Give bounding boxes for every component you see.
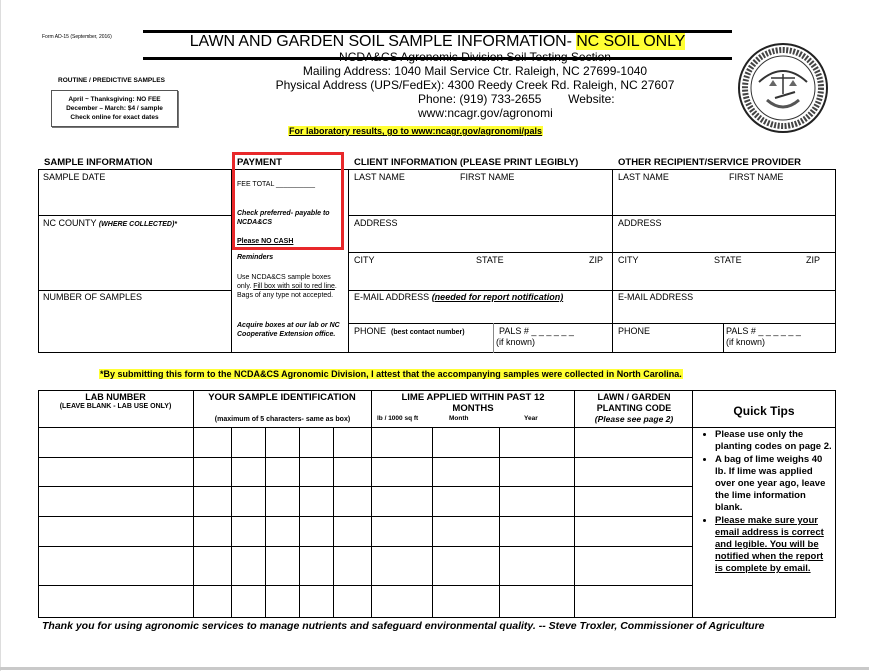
physical-address: Physical Address (UPS/FedEx): 4300 Reedy Creek Rd. Raleigh, NC 27607: [275, 78, 675, 92]
client-city-field[interactable]: CITY: [354, 255, 375, 265]
grid-line: [38, 546, 693, 547]
client-phone-field[interactable]: [354, 326, 465, 336]
boxes-note: [237, 273, 345, 300]
sample-id-note: (maximum of 5 characters- same as box): [214, 416, 351, 423]
other-pals-field[interactable]: PALS # _ _ _ _ _ _: [726, 326, 801, 336]
grid-line: [835, 390, 836, 618]
lab-number-note: (LEAVE BLANK - LAB USE ONLY): [59, 403, 172, 410]
website: Website: www:ncagr.gov/agronomi: [418, 92, 615, 120]
header-info: [230, 50, 720, 120]
grid-line: [38, 427, 693, 428]
client-address-field[interactable]: ADDRESS: [354, 218, 398, 228]
grid-line: [231, 427, 232, 618]
other-state-field[interactable]: STATE: [714, 255, 742, 265]
title-highlight: NC SOIL ONLY: [576, 33, 686, 50]
lab-number-header: [38, 392, 193, 412]
grid-line: [432, 427, 433, 618]
reminders-heading: Reminders: [237, 254, 274, 261]
grid-line: [348, 323, 836, 324]
other-first-name-field[interactable]: FIRST NAME: [729, 172, 784, 182]
routine-line: December – March: $4 / sample: [66, 105, 163, 112]
grid-line: [493, 323, 494, 353]
page-edge: [0, 0, 1, 671]
mailing-address: Mailing Address: 1040 Mail Service Ctr. Raleigh, NC 27699-1040: [302, 64, 648, 78]
lime-header: LIME APPLIED WITHIN PAST 12 MONTHS: [401, 392, 545, 414]
client-heading: CLIENT INFORMATION (PLEASE PRINT LEGIBLY): [354, 157, 579, 168]
grid-line: [333, 427, 334, 618]
horizontal-scrollbar[interactable]: [0, 667, 869, 670]
grid-line: [38, 516, 693, 517]
client-email-field[interactable]: [354, 292, 563, 302]
grid-line: [371, 390, 372, 618]
no-cash-note: Please NO CASH: [237, 238, 294, 245]
number-of-samples-field[interactable]: NUMBER OF SAMPLES: [43, 292, 143, 302]
tip-item: • Please make sure your email address is correct and legible. You will be notified when the report is complete by email.: [715, 515, 833, 575]
client-zip-field[interactable]: ZIP: [589, 255, 604, 265]
county-field[interactable]: [43, 218, 177, 228]
grid-line: [692, 390, 693, 618]
quick-tips-header: Quick Tips: [733, 404, 795, 418]
phone: Phone: (919) 733-2655: [418, 92, 542, 106]
county-label: NC COUNTY: [43, 218, 99, 228]
grid-line: [38, 169, 39, 353]
payment-heading: PAYMENT: [237, 157, 282, 168]
grid-line: [693, 427, 836, 428]
thank-you-note: Thank you for using agronomic services to manage nutrients and safeguard environmental quality. -- Steve Troxler, Commissioner of Agriculture: [42, 620, 765, 632]
email-label: E-MAIL ADDRESS: [354, 292, 432, 302]
payment-highlight-box: [232, 152, 344, 250]
tip-item: • Please use only the planting codes on page 2.: [715, 429, 833, 453]
grid-line: [38, 290, 232, 291]
grid-line: [348, 290, 836, 291]
email-note: (needed for report notification): [431, 292, 564, 302]
grid-line: [348, 252, 836, 253]
quick-tips-list: [695, 429, 833, 576]
grid-line: [38, 352, 836, 353]
client-first-name-field[interactable]: FIRST NAME: [460, 172, 515, 182]
routine-label: ROUTINE / PREDICTIVE SAMPLES: [58, 77, 165, 84]
other-city-field[interactable]: CITY: [618, 255, 639, 265]
grid-line: [38, 390, 39, 618]
form-id: Form AD-15 (September, 2016): [42, 34, 112, 40]
title-main: LAWN AND GARDEN SOIL SAMPLE INFORMATION-: [189, 33, 577, 50]
grid-line: [38, 169, 836, 170]
planting-note: (Please see page 2): [594, 414, 674, 424]
grid-line: [348, 215, 836, 216]
attestation: *By submitting this form to the NCDA&CS Agronomic Division, I attest that the accompanying samples were collected in North Carolina.: [100, 369, 682, 379]
page-title: [143, 33, 732, 51]
other-email-field[interactable]: E-MAIL ADDRESS: [618, 292, 694, 302]
client-pals-field[interactable]: PALS # _ _ _ _ _ _: [499, 326, 574, 336]
grid-line: [835, 169, 836, 353]
grid-line: [723, 323, 724, 353]
check-note: Check preferred- payable to NCDA&CS: [237, 210, 330, 226]
contact-line: [230, 92, 720, 120]
lab-number-title: LAB NUMBER: [85, 392, 146, 402]
phone-label: PHONE: [354, 326, 387, 336]
grid-line: [193, 390, 194, 618]
tip-item: • A bag of lime weighs 40 lb. If lime was applied over one year ago, leave the lime information blank.: [715, 454, 833, 514]
other-pals-note: (if known): [726, 337, 766, 347]
client-state-field[interactable]: STATE: [476, 255, 504, 265]
other-address-field[interactable]: ADDRESS: [618, 218, 662, 228]
routine-box: [51, 90, 178, 127]
grid-line: [38, 215, 232, 216]
grid-line: [612, 169, 613, 353]
grid-line: [574, 390, 575, 618]
sample-date-field[interactable]: SAMPLE DATE: [43, 172, 106, 182]
phone-note: (best contact number): [391, 329, 465, 336]
grid-line: [348, 169, 349, 353]
grid-line: [38, 457, 693, 458]
lime-lb-header: lb / 1000 sq ft: [377, 415, 419, 422]
other-last-name-field[interactable]: LAST NAME: [618, 172, 669, 182]
planting-header: [580, 392, 688, 425]
client-last-name-field[interactable]: LAST NAME: [354, 172, 405, 182]
grid-line: [265, 427, 266, 618]
county-note: (WHERE COLLECTED)*: [98, 221, 178, 228]
client-pals-note: (if known): [496, 337, 536, 347]
grid-line: [38, 585, 693, 586]
routine-line: Check online for exact dates: [70, 114, 159, 121]
grid-line: [38, 617, 836, 618]
sample-info-heading: SAMPLE INFORMATION: [44, 157, 153, 168]
state-seal-icon: [737, 42, 829, 134]
other-phone-field[interactable]: PHONE: [618, 326, 651, 336]
boxes-text: . Bags of any type not accepted.: [237, 283, 337, 299]
acquire-note: Acquire boxes at our lab or NC Cooperative Extension office.: [237, 322, 340, 338]
planting-title: LAWN / GARDEN PLANTING CODE: [596, 392, 672, 413]
sample-id-title: YOUR SAMPLE IDENTIFICATION: [208, 392, 356, 403]
fill-line-note: Fill box with soil to red line: [253, 283, 335, 290]
grid-line: [499, 427, 500, 618]
grid-line: [299, 427, 300, 618]
grid-line: [38, 486, 693, 487]
routine-line: April ~ Thanksgiving: NO FEE: [68, 96, 161, 103]
pals-link[interactable]: For laboratory results, go to www:ncagr.gov/agronomi/pals: [289, 126, 543, 136]
other-zip-field[interactable]: ZIP: [806, 255, 821, 265]
fee-total-field[interactable]: FEE TOTAL __________: [237, 181, 315, 188]
lime-year-header: Year: [524, 415, 538, 422]
division-name: NCDA&CS Agronomic Division Soil Testing Section: [339, 50, 611, 64]
other-heading: OTHER RECIPIENT/SERVICE PROVIDER: [618, 157, 801, 168]
grid-line: [38, 390, 836, 391]
boxes-text: Use NCDA&CS sample boxes only.: [237, 274, 331, 290]
sample-id-header: [204, 392, 360, 403]
lime-month-header: Month: [449, 415, 469, 422]
